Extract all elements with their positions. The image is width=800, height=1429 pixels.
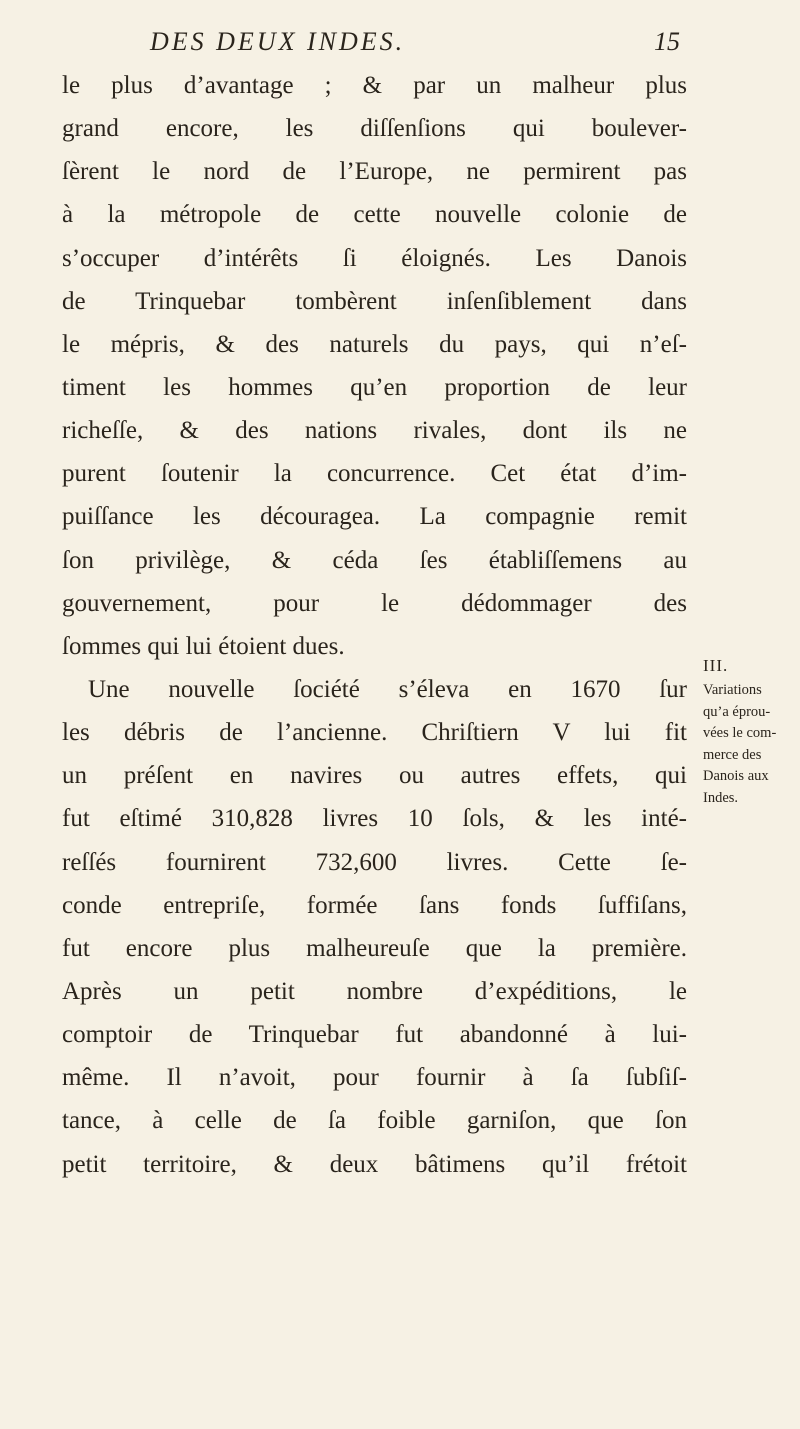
page-number: 15 [654,27,680,56]
text-line: comptoir de Trinquebar fut abandonné à lui- [62,1021,687,1049]
text-line: ſèrent le nord de l’Europe, ne permirent pas [62,158,687,186]
text-line: conde entrepriſe, formée ſans fonds ſuffiſans, [62,891,687,919]
text-line: grand encore, les diſſenſions qui boulever- [62,115,687,143]
margin-note-line: merce des [703,746,762,763]
text-line: fut encore plus malheureuſe que la première. [62,934,687,962]
text-line: richeſſe, & des nations rivales, dont ils ne [62,417,687,445]
text-line: Une nouvelle ſociété s’éleva en 1670 ſur [88,675,687,703]
text-line: gouvernement, pour le dédommager des [62,589,687,617]
margin-note-line: vées le com- [703,725,777,741]
text-line: ſommes qui lui étoient dues. [62,632,345,660]
text-line: les débris de l’ancienne. Chriſtiern V lui fit [62,719,687,747]
text-line: puiſſance les découragea. La compagnie remit [62,503,687,531]
running-title: DES DEUX INDES. [150,27,406,56]
text-line: à la métropole de cette nouvelle colonie de [62,201,687,229]
text-line: Après un petit nombre d’expéditions, le [62,977,687,1005]
text-line: ſon privilège, & céda ſes établiſſemens au [62,546,687,574]
margin-note-line: qu’a éprou- [703,703,771,720]
text-line: le plus d’avantage ; & par un malheur plus [62,72,687,99]
text-line: fut eſtimé 310,828 livres 10 ſols, & les inté- [62,805,687,833]
margin-note-line: Danois aux [703,768,769,784]
text-line: purent ſoutenir la concurrence. Cet état d’im- [62,460,687,488]
margin-note-line: Indes. [703,789,739,806]
margin-note [703,652,795,809]
text-line: reſſés fournirent 732,600 livres. Cette ſe- [62,848,687,876]
text-line: tance, à celle de ſa foible garniſon, que ſon [62,1107,687,1135]
text-line: timent les hommes qu’en proportion de leur [62,373,687,401]
text-line: le mépris, & des naturels du pays, qui n’eſ- [62,330,687,358]
text-line: s’occuper d’intérêts ſi éloignés. Les Danois [62,244,687,272]
running-head [150,20,680,64]
text-line: petit territoire, & deux bâtimens qu’il frétoit [62,1150,687,1178]
margin-note-number: III. [703,656,729,675]
text-line: même. Il n’avoit, pour fournir à ſa ſubſiſ- [62,1064,687,1092]
text-line: un préſent en navires ou autres effets, qui [62,762,687,790]
body-text [62,64,687,1186]
margin-note-line: Variations [703,682,762,698]
text-line: de Trinquebar tombèrent inſenſiblement dans [62,287,687,315]
